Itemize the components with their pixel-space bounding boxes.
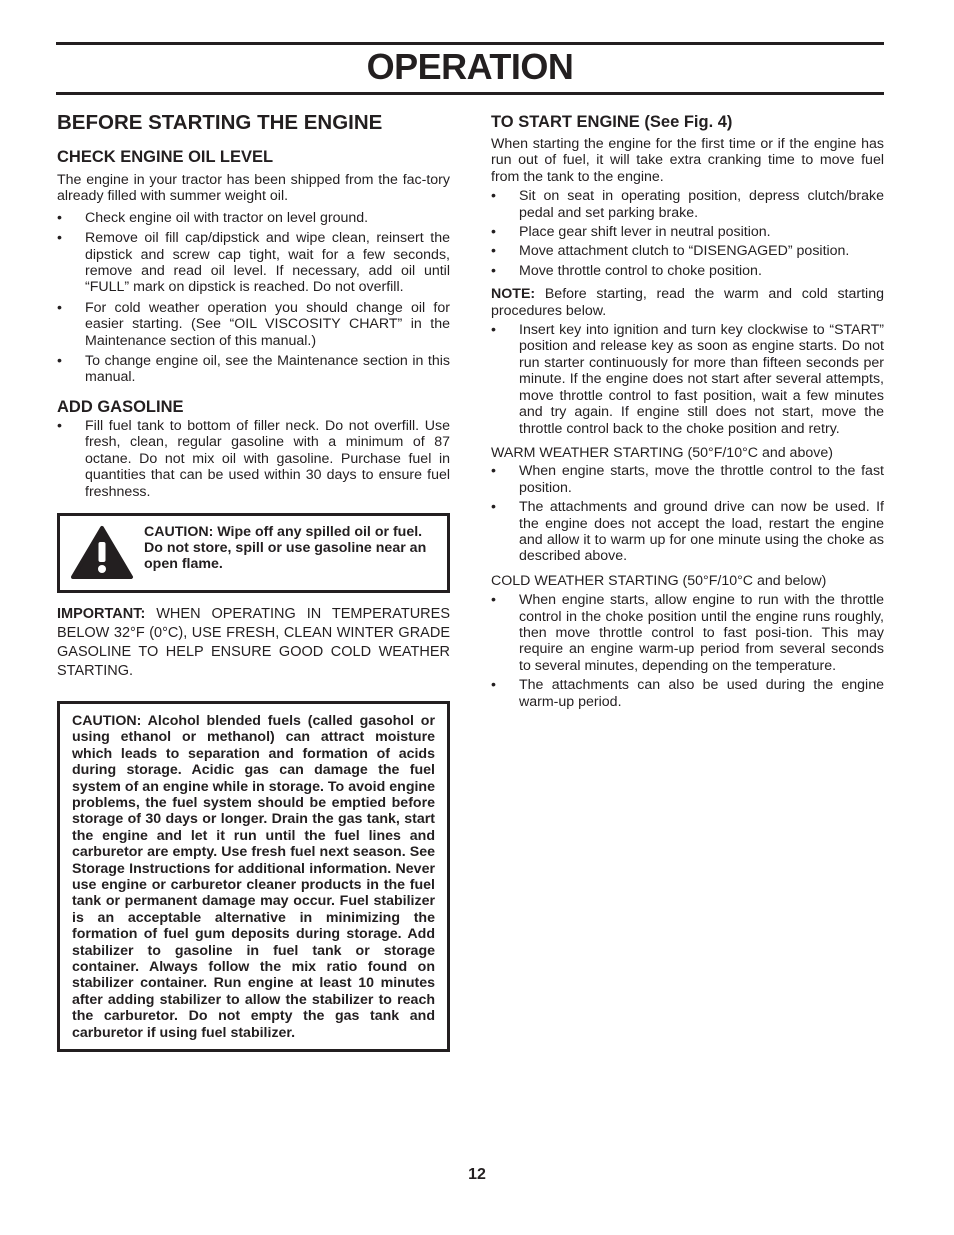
gasoline-bullet-list: [57, 418, 450, 500]
cold-bullet-list: [491, 592, 884, 710]
warm-weather-heading: WARM WEATHER STARTING (50°F/10°C and above): [491, 444, 833, 461]
start-intro: When starting the engine for the first time or if the engine has run out of fuel, it will take extra cranking time to move fuel from the tank to the engine.: [491, 136, 884, 185]
key-bullet-list: [491, 322, 884, 437]
subheading-add-gasoline: ADD GASOLINE: [57, 397, 184, 416]
caution-text: CAUTION: Alcohol blended fuels (called gasohol or using ethanol or methanol) can attract moisture which leads to separation and formation of acids during storage. Acidic gas can damage the fuel system of an engine while in storage. To avoid engine problems, the fuel system should be emptied before storage of 30 days or longer. Drain the gas tank, start the engine and let it run until the fuel lines and carburetor are empty. Use fresh fuel next season. See Storage Instructions for additional information. Never use engine or carburetor cleaner products in the fuel tank or permanent damage may occur. Fuel stabilizer is an acceptable alternative in minimizing the formation of fuel gum deposits during storage. Add stabilizer to gasoline in fuel tank or storage container. Always follow the mix ratio found on stabilizer container. Run engine at least 10 minutes after adding stabilizer to allow the stabilizer to reach the carburetor. Do not empty the gas tank and carburetor if using fuel stabilizer.: [72, 712, 435, 1041]
subheading-to-start-engine: TO START ENGINE (See Fig. 4): [491, 113, 733, 131]
oil-intro: The engine in your tractor has been shipped from the fac-tory already filled with summer weight oil.: [57, 172, 450, 205]
caution-box-alcohol-fuels: [57, 701, 450, 1052]
cold-weather-heading: COLD WEATHER STARTING (50°F/10°C and below): [491, 572, 827, 589]
important-text: WHEN OPERATING IN TEMPERATURES BELOW 32°F (0°C), USE FRESH, CLEAN WINTER GRADE GASOLINE TO HELP ENSURE GOOD COLD WEATHER STARTING.: [57, 605, 450, 679]
important-note: [57, 605, 450, 681]
note-label: NOTE:: [491, 286, 536, 303]
list-item: • Check engine oil with tractor on level ground.: [57, 210, 450, 226]
important-label: IMPORTANT:: [57, 605, 146, 622]
list-item: • For cold weather operation you should change oil for easier starting. (See “OIL VISCOSITY CHART” in the Maintenance section of this manual.): [57, 300, 450, 349]
list-item: • Move attachment clutch to “DISENGAGED” position.: [491, 243, 884, 259]
list-item: • Fill fuel tank to bottom of filler neck. Do not overfill. Use fresh, clean, regular gasoline with a minimum of 87 octane. Do not mix oil with gasoline. Purchase fuel in quantities that can be used within 30 days to ensure fuel freshness.: [57, 418, 450, 500]
caution-text: CAUTION: Wipe off any spilled oil or fuel. Do not store, spill or use gasoline near an open flame.: [144, 523, 427, 573]
oil-bullet-list: [57, 210, 450, 386]
note-text: Before starting, read the warm and cold starting procedures below.: [491, 286, 884, 319]
note-paragraph: [491, 286, 884, 319]
page-title: OPERATION: [366, 46, 574, 87]
list-item: • When engine starts, allow engine to run with the throttle control in the choke position until the engine runs roughly, then move throttle control to fast posi-tion. This may require an engine warm-up period from several seconds to several minutes, depending on the temperature.: [491, 592, 884, 674]
list-item: • Remove oil fill cap/dipstick and wipe clean, reinsert the dipstick and screw cap tight, wait for a few seconds, remove and read oil level. If necessary, add oil until “FULL” mark on dipstick is reached. Do not overfill.: [57, 230, 450, 296]
page-number: 12: [468, 1166, 486, 1183]
list-item: • Move throttle control to choke position.: [491, 263, 884, 279]
list-item: • Place gear shift lever in neutral position.: [491, 224, 884, 240]
list-item: • The attachments and ground drive can now be used. If the engine does not accept the load, restart the engine and allow it to warm up for one minute using the choke as described above.: [491, 499, 884, 565]
warm-bullet-list: [491, 463, 884, 564]
caution-box-spill: [57, 513, 450, 593]
start-bullet-list: [491, 188, 884, 279]
list-item: • When engine starts, move the throttle control to the fast position.: [491, 463, 884, 496]
list-item: • To change engine oil, see the Maintenance section in this manual.: [57, 353, 450, 386]
title-underline: [56, 92, 884, 95]
list-item: • The attachments can also be used during the engine warm-up period.: [491, 677, 884, 710]
section-heading-before-starting: BEFORE STARTING THE ENGINE: [57, 111, 383, 134]
subheading-check-oil: CHECK ENGINE OIL LEVEL: [57, 148, 274, 166]
left-column: [57, 110, 450, 1052]
warning-triangle-icon: [70, 524, 134, 580]
list-item: • Sit on seat in operating position, depress clutch/brake pedal and set parking brake.: [491, 188, 884, 221]
list-item: • Insert key into ignition and turn key clockwise to “START” position and release key as soon as engine starts. Do not run starter continuously for more than fifteen seconds per minute. If the engine does not start after several attempts, move throttle control to fast position, wait a few minutes and try again. If engine still does not start, move the throttle control back to the choke position and retry.: [491, 322, 884, 437]
right-column: [491, 110, 884, 710]
